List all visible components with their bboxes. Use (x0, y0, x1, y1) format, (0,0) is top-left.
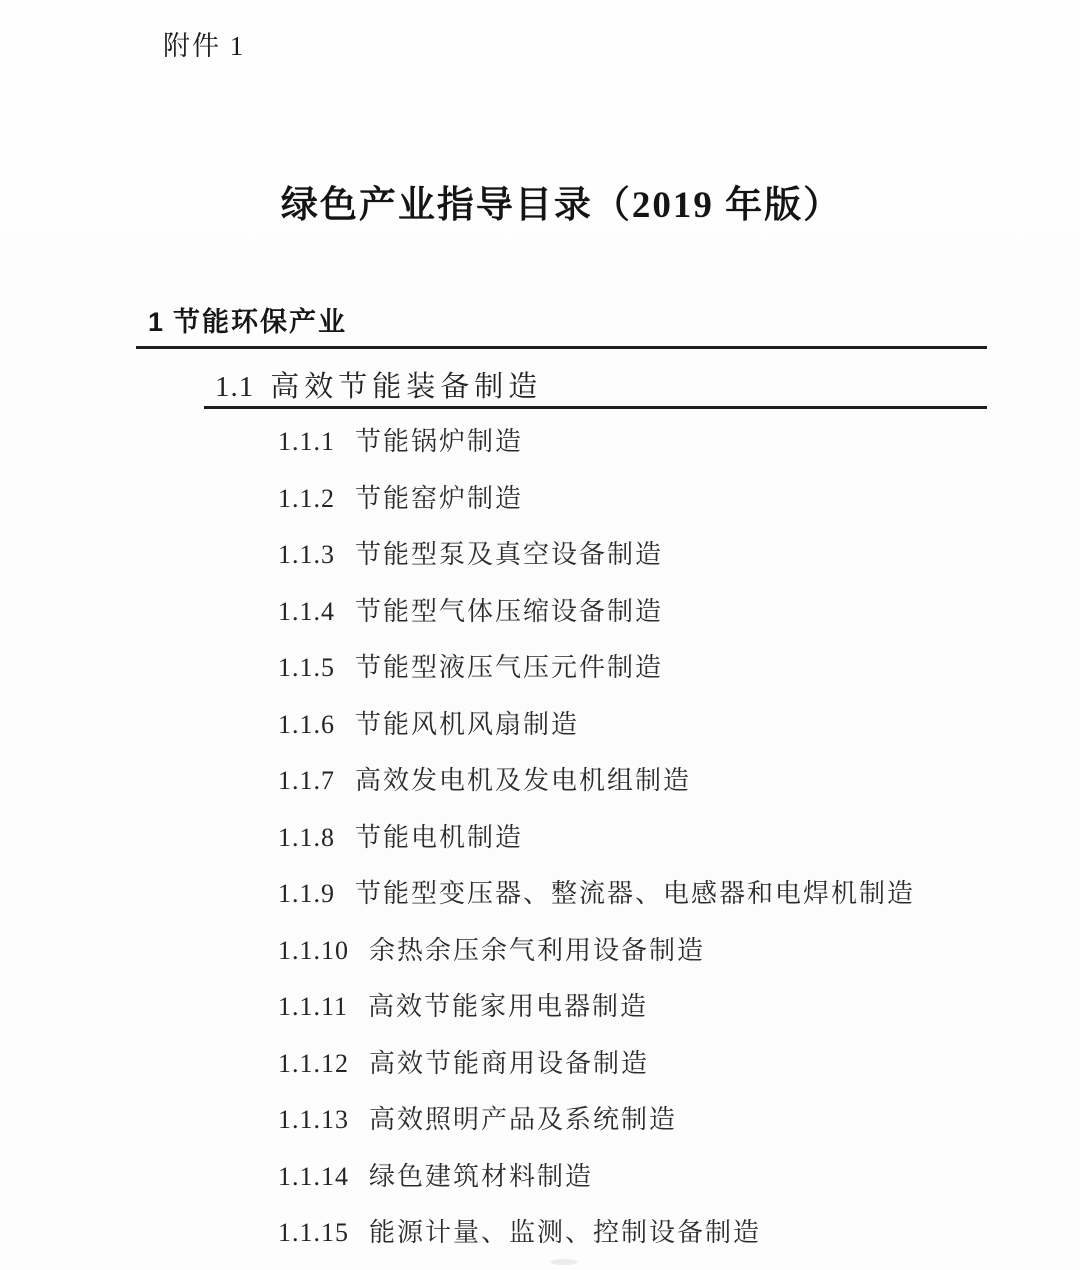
list-item-number: 1.1.1 (278, 427, 335, 456)
list-item-label: 节能锅炉制造 (355, 427, 524, 456)
list-item-number: 1.1.14 (278, 1161, 349, 1191)
list-item-label: 高效照明产品及系统制造 (369, 1105, 678, 1134)
list-item-number: 1.1.4 (278, 596, 335, 626)
list-item (278, 471, 1038, 528)
list-item (278, 810, 1038, 867)
list-item-label: 节能风机风扇制造 (355, 709, 580, 739)
list-item-number: 1.1.12 (278, 1048, 349, 1078)
list-item (278, 923, 1038, 980)
list-item-label: 节能型液压气压元件制造 (355, 653, 664, 682)
list-item-number: 1.1.6 (278, 709, 335, 739)
subsection-heading (215, 364, 542, 405)
list-item-number: 1.1.10 (278, 935, 349, 965)
subsection-title: 高效节能装备制造 (270, 371, 543, 403)
list-item-number: 1.1.5 (278, 653, 335, 682)
list-item (278, 1149, 1038, 1206)
list-item-label: 节能窑炉制造 (355, 483, 524, 513)
section-title: 节能环保产业 (173, 307, 348, 337)
list-item-label: 高效节能商用设备制造 (369, 1048, 650, 1078)
list-item (278, 697, 1038, 754)
list-item-label: 高效发电机及发电机组制造 (355, 766, 692, 795)
list-item (278, 1036, 1038, 1093)
scan-smudge-artifact (550, 1259, 578, 1265)
list-item-number: 1.1.7 (278, 766, 335, 795)
list-item (278, 414, 1038, 471)
list-item-number: 1.1.15 (278, 1218, 349, 1247)
list-item-label: 节能电机制造 (355, 822, 524, 852)
list-item (278, 866, 1038, 923)
list-item (278, 584, 1038, 641)
list-item (278, 979, 1038, 1036)
list-item (278, 527, 1038, 584)
list-item-label: 绿色建筑材料制造 (369, 1161, 594, 1191)
subsection-number: 1.1 (215, 371, 255, 403)
list-item-number: 1.1.8 (278, 822, 335, 852)
list-item-number: 1.1.2 (278, 483, 335, 513)
list-item-label: 余热余压余气利用设备制造 (369, 935, 706, 965)
section-heading (148, 300, 347, 339)
list-item (278, 1092, 1038, 1149)
list-item-label: 能源计量、监测、控制设备制造 (369, 1218, 762, 1247)
list-item (278, 1205, 1038, 1262)
list-item-label: 节能型气体压缩设备制造 (355, 596, 664, 626)
list-item-number: 1.1.3 (278, 540, 335, 569)
list-item-number: 1.1.11 (278, 992, 349, 1021)
list-item-label: 节能型变压器、整流器、电感器和电焊机制造 (355, 879, 916, 908)
attachment-label: 附件 1 (163, 31, 246, 61)
catalog-item-list (278, 414, 1038, 1262)
list-item-label: 高效节能家用电器制造 (368, 992, 649, 1021)
section-divider-rule (136, 346, 987, 349)
document-title: 绿色产业指导目录（2019 年版） (280, 185, 843, 226)
list-item-number: 1.1.13 (278, 1105, 349, 1134)
section-number: 1 (148, 307, 164, 337)
subsection-divider-rule (204, 406, 987, 409)
list-item-number: 1.1.9 (278, 879, 335, 908)
list-item (278, 753, 1038, 810)
list-item (278, 640, 1038, 697)
list-item-label: 节能型泵及真空设备制造 (355, 540, 664, 569)
